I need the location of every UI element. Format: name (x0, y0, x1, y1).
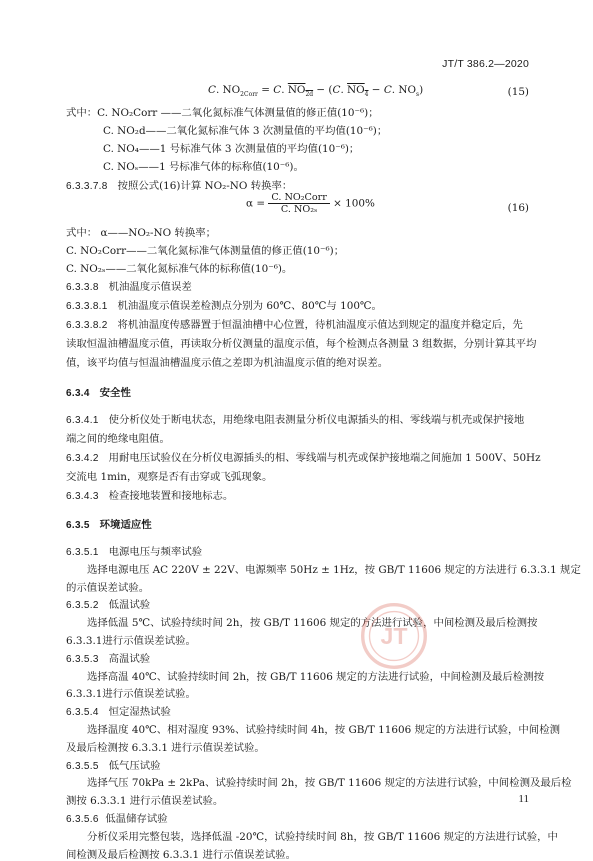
svg-text:JT: JT (380, 623, 408, 650)
section-6-3-5-heading: 6.3.5 环境适应性 (66, 519, 152, 531)
equation-16-number: (16) (507, 202, 529, 214)
where15-line-1: 式中：C. NO₂Corr ——二氧化氮标准气体测量值的修正值(10⁻⁶)； (66, 107, 379, 119)
clause-title: 低温储存试验 (98, 813, 168, 825)
clause-6-3-5-1-line-2: 的示值误差试验。 (66, 581, 150, 594)
clause-6-3-5-4-line-1: 选择温度 40℃、相对湿度 93%、试验持续时间 4h，按 GB/T 11606 规定的方法进行试验，中间检测 (87, 724, 560, 736)
clause-6-3-5-6-line-1: 分析仪采用完整包装，选择低温 -20℃，试验持续时间 8h，按 GB/T 11606 规定的方法进行试验，中 (87, 830, 558, 843)
clause-6-3-5-4-title: 6.3.5.4 恒定湿热试验 (66, 706, 171, 719)
clause-6-3-5-6-line-2: 间检测及最后检测按 6.3.3.1 进行示值误差试验。 (66, 848, 296, 861)
clause-6-3-4-2-line-2: 交流电 1min，观察是否有击穿或飞弧现象。 (66, 471, 273, 483)
clause-6-3-3-8-2-line-3: 值，该平均值与恒温油槽温度示值之差即为机油温度示值的绝对误差。 (66, 357, 389, 369)
clause-6-3-5-3-title: 6.3.5.3 高温试验 (66, 652, 151, 665)
clause-6-3-5-6-title (66, 810, 168, 825)
clause-6-3-5-3-line-2: 6.3.3.1进行示值误差试验。 (66, 688, 196, 701)
clause-6-3-5-5-line-1: 选择气压 70kPa ± 2kPa、试验持续时间 2h，按 GB/T 11606 规定的方法进行试验，中间检测及最后检 (87, 777, 572, 790)
clause-6-3-5-3-line-1: 选择高温 40℃、试验持续时间 2h，按 GB/T 11606 规定的方法进行试验，中间检测及最后检测按 (87, 670, 544, 683)
equation-15: C. $NO_{2Corr} = C$. $NO_{2d} - (C$. $NO_4 - C$. $NO_s$) (208, 84, 424, 99)
clause-6-3-5-4-line-2: 及最后检测按 6.3.3.1 进行示值误差试验。 (66, 741, 265, 754)
where16-line-3: C. NO₂ₛ——二氧化氮标准气体的标称值(10⁻⁶)。 (66, 263, 293, 275)
clause-6-3-5-2-line-2: 6.3.3.1进行示值误差试验。 (66, 635, 196, 647)
clause-6-3-5-1-line-1: 选择电源电压 AC 220V ± 22V、电源频率 50Hz ± 1Hz，按 GB/T 11606 规定的方法进行 6.3.3.1 规定 (87, 563, 581, 576)
clause-6-3-5-5-line-2: 测按 6.3.3.1 进行示值误差试验。 (66, 795, 224, 808)
clause-6-3-3-7-8: 6.3.3.7.8 按照公式(16)计算 NO₂-NO 转换率： (66, 180, 293, 192)
clause-6-3-4-1-line-2: 端之间的绝缘电阻值。 (66, 433, 170, 445)
where15-line-3: C. NO₄——1 号标准气体 3 次测量值的平均值(10⁻⁶)； (103, 143, 360, 155)
clause-6-3-4-2: 6.3.4.2 用耐电压试验仪在分析仪电源插头的相、零线端与机壳或保护接地端之间施加 1 500V、50Hz (66, 452, 541, 464)
jt-watermark-logo-icon (360, 602, 428, 670)
clause-6-3-5-1-title: 6.3.5.1 电源电压与频率试验 (66, 546, 203, 558)
clause-6-3-3-8: 6.3.3.8 机油温度示值误差 (66, 281, 192, 293)
clause-6-3-3-8-1: 6.3.3.8.1 机油温度示值误差检测点分别为 60℃、80℃与 100℃。 (66, 300, 382, 312)
clause-6-3-4-1: 6.3.4.1 使分析仪处于断电状态，用绝缘电阻表测量分析仪电源插头的相、零线端与机壳或保护接地 (66, 414, 525, 426)
section-6-3-4-heading: 6.3.4 安全性 (66, 387, 131, 399)
clause-6-3-4-3: 6.3.4.3 检查接地装置和接地标志。 (66, 490, 234, 502)
standard-code: JT/T 386.2—2020 (442, 58, 529, 70)
clause-6-3-3-8-2: 6.3.3.8.2 将机油温度传感器置于恒温油槽中心位置，待机油温度示值达到规定的温度并稳定后，先 (66, 319, 523, 331)
fraction: $\frac{\text{C. NO₂Corr}}{\text{C. NO₂ₛ}}$ (268, 192, 330, 215)
clause-6-3-3-8-2-line-2: 读取恒温油槽温度示值，再读取分析仪测量的温度示值，每个检测点各测量 3 组数据，分别计算其平均 (66, 338, 537, 350)
where15-line-2: C. NO₂d——二氧化氮标准气体 3 次测量值的平均值(10⁻⁶)； (103, 125, 388, 137)
clause-6-3-5-2-title: 6.3.5.2 低温试验 (66, 599, 151, 612)
page-number: 11 (518, 793, 529, 805)
where16-line-1: 式中： α——NO₂-NO 转换率； (66, 227, 217, 239)
where16-line-2: C. NO₂Corr——二氧化氮标准气体测量值的修正值(10⁻⁶)； (66, 245, 345, 257)
clause-6-3-5-2-line-1: 选择低温 5℃、试验持续时间 2h，按 GB/T 11606 规定的方法进行试验，中间检测及最后检测按 (87, 617, 538, 630)
clause-number: 6.3.5.6 (66, 814, 99, 825)
equation-16: α = $\frac{\text{C. NO₂Corr}}{\text{C. NO₂ₛ}}$ × 100% (246, 192, 375, 215)
clause-6-3-5-5-title: 6.3.5.5 低气压试验 (66, 759, 161, 772)
where15-line-4: C. NOₛ——1 号标准气体的标称值(10⁻⁶)。 (103, 161, 304, 173)
equation-15-number: (15) (507, 86, 529, 98)
